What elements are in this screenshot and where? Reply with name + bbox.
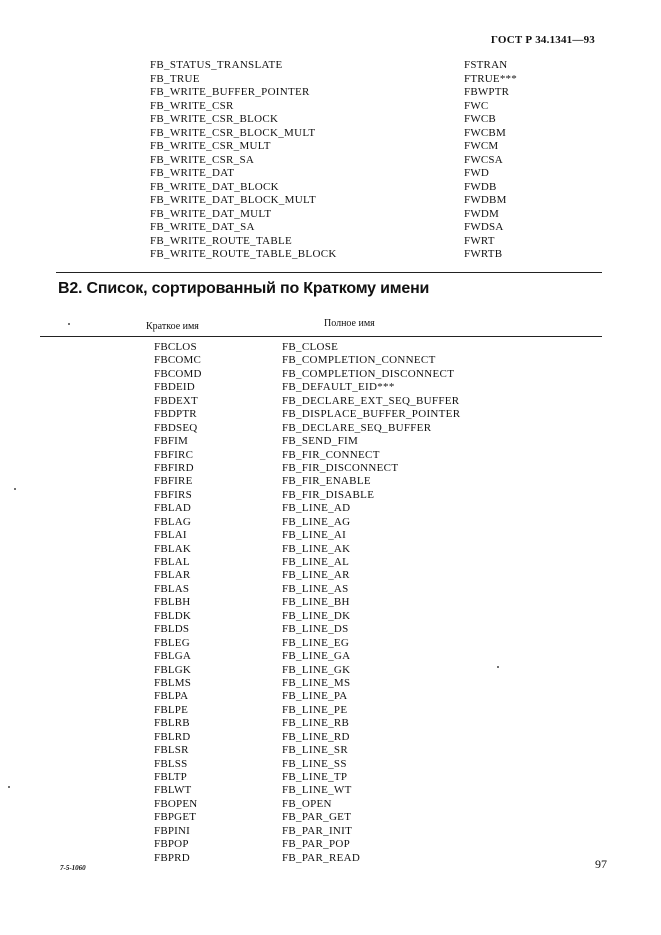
full-name-cell: FB_FIR_ENABLE [282, 475, 371, 488]
short-name: FBWPTR [464, 86, 510, 98]
table-row [154, 449, 554, 462]
full-name-cell: FB_PAR_POP [282, 838, 351, 851]
short-name-cell: FBLAD [154, 502, 192, 515]
full-name-cell: FB_LINE_SR [282, 744, 348, 757]
short-name-cell: FBLAI [154, 529, 187, 542]
short-name-cell: FBFIRS [154, 488, 192, 501]
name-row [150, 208, 530, 222]
full-name-cell: FB_LINE_PA [282, 690, 348, 703]
short-name: FWRT [464, 234, 495, 247]
full-name-cell: FB_LINE_SS [282, 757, 347, 770]
table-row [154, 771, 554, 784]
name-row [150, 154, 530, 168]
short-name-cell: FBCLOS [154, 341, 197, 353]
full-name-cell: FB_LINE_AR [282, 569, 350, 582]
full-name: FB_WRITE_DAT [150, 167, 235, 179]
short-name-cell: FBCOMC [154, 354, 202, 367]
table-row [154, 610, 554, 623]
full-name: FB_STATUS_TRANSLATE [150, 59, 283, 71]
table-row [154, 717, 554, 730]
full-name-cell: FB_COMPLETION_DISCONNECT [282, 367, 455, 380]
table-row [154, 381, 554, 394]
table-row [154, 811, 554, 824]
full-name-cell: FB_LINE_PE [282, 703, 348, 716]
table-row [154, 556, 554, 569]
name-row [150, 86, 530, 100]
short-name-cell: FBLAR [154, 569, 191, 582]
short-name-cell: FBLMS [154, 676, 192, 689]
short-name: FWC [464, 99, 489, 112]
table-row [154, 704, 554, 717]
short-name-cell: FBFIRE [154, 475, 193, 488]
table-row [154, 784, 554, 797]
short-name-cell: FBLRD [154, 730, 191, 743]
full-name-cell: FB_COMPLETION_CONNECT [282, 354, 436, 367]
short-name: FTRUE*** [464, 72, 517, 85]
short-name-cell: FBLAS [154, 582, 190, 595]
full-name-cell: FB_LINE_AD [282, 502, 351, 515]
name-row [150, 167, 530, 181]
full-name-cell: FB_LINE_DK [282, 609, 351, 622]
short-name-cell: FBLAG [154, 515, 192, 528]
full-name-cell: FB_DISPLACE_BUFFER_POINTER [282, 408, 461, 421]
full-name-cell: FB_FIR_CONNECT [282, 448, 380, 461]
full-name: FB_WRITE_CSR_MULT [150, 140, 271, 152]
full-name-cell: FB_PAR_INIT [282, 824, 353, 837]
table-row [154, 569, 554, 582]
short-name-cell: FBLBH [154, 596, 191, 609]
short-name-cell: FBFIM [154, 435, 189, 448]
table-row [154, 583, 554, 596]
table-row [154, 502, 554, 515]
short-name-cell: FBLRB [154, 717, 190, 730]
short-name-cell: FBDPTR [154, 408, 197, 421]
short-name: FWDB [464, 180, 497, 193]
full-name: FB_WRITE_DAT_BLOCK_MULT [150, 194, 316, 206]
full-name-cell: FB_FIR_DISCONNECT [282, 461, 399, 474]
name-row [150, 140, 530, 154]
short-name-cell: FBLAK [154, 542, 192, 555]
short-name: FWCBM [464, 126, 506, 139]
short-name-cell: FBOPEN [154, 797, 198, 810]
table-row [154, 758, 554, 771]
full-name: FB_WRITE_CSR [150, 99, 234, 112]
table-row [154, 838, 554, 851]
full-name-cell: FB_LINE_GA [282, 650, 351, 663]
table-row [154, 422, 554, 435]
table-row [154, 623, 554, 636]
full-name-cell: FB_LINE_GK [282, 663, 351, 676]
full-name-cell: FB_LINE_AI [282, 529, 347, 542]
table-row [154, 408, 554, 421]
full-name-cell: FB_LINE_RD [282, 730, 350, 743]
short-name-cell: FBFIRD [154, 461, 194, 474]
short-name-cell: FBDEID [154, 381, 195, 394]
short-name-cell: FBLPE [154, 703, 189, 716]
short-name-cell: FBLDS [154, 623, 190, 636]
standard-header: ГОСТ Р 34.1341—93 [490, 34, 595, 46]
short-name: FWRTB [464, 248, 503, 260]
full-name-cell: FB_LINE_RB [282, 717, 350, 730]
section-title: В2. Список, сортированный по Краткому имени [58, 280, 430, 297]
scan-speck [497, 666, 499, 668]
short-name: FWCM [464, 140, 499, 152]
table-row [154, 516, 554, 529]
table-row [154, 354, 554, 367]
name-row [150, 127, 530, 141]
full-name-cell: FB_LINE_DS [282, 623, 349, 636]
name-row [150, 113, 530, 127]
short-name-cell: FBDEXT [154, 394, 198, 407]
short-name-cell: FBLTP [154, 771, 188, 783]
full-name-cell: FB_LINE_EG [282, 636, 350, 649]
short-name-table [154, 341, 554, 865]
full-name-cell: FB_LINE_BH [282, 596, 350, 609]
full-name-cell: FB_PAR_READ [282, 851, 361, 864]
full-name-cell: FB_LINE_AK [282, 542, 351, 555]
table-row [154, 475, 554, 488]
table-row [154, 489, 554, 502]
short-name-cell: FBPOP [154, 838, 189, 851]
table-row [154, 637, 554, 650]
full-name: FB_WRITE_CSR_SA [150, 153, 255, 166]
table-row [154, 825, 554, 838]
name-row [150, 194, 530, 208]
full-name-cell: FB_LINE_TP [282, 771, 348, 783]
short-name: FWDM [464, 207, 500, 220]
full-name-cell: FB_OPEN [282, 797, 332, 810]
table-row [154, 798, 554, 811]
table-row [154, 731, 554, 744]
name-row [150, 73, 530, 87]
table-row [154, 435, 554, 448]
name-row [150, 248, 530, 262]
page-number: 97 [595, 857, 607, 871]
full-name-cell: FB_DEFAULT_EID*** [282, 381, 395, 394]
full-name: FB_WRITE_CSR_BLOCK [150, 113, 279, 125]
short-name-cell: FBPGET [154, 811, 197, 824]
table-row [154, 744, 554, 757]
short-name-cell: FBLGK [154, 663, 192, 676]
full-name: FB_WRITE_ROUTE_TABLE_BLOCK [150, 248, 337, 260]
name-row [150, 221, 530, 235]
full-name: FB_TRUE [150, 72, 200, 85]
short-name-cell: FBLWT [154, 784, 192, 797]
name-row [150, 100, 530, 114]
short-name-cell: FBPINI [154, 824, 191, 837]
full-name-cell: FB_LINE_MS [282, 676, 351, 689]
full-name-cell: FB_LINE_AG [282, 515, 351, 528]
full-name-cell: FB_DECLARE_SEQ_BUFFER [282, 421, 432, 434]
full-name-cell: FB_LINE_WT [282, 784, 352, 797]
table-row [154, 368, 554, 381]
full-name-cell: FB_PAR_GET [282, 811, 352, 824]
full-name-cell: FB_SEND_FIM [282, 435, 359, 448]
table-row [154, 529, 554, 542]
full-name-cell: FB_DECLARE_EXT_SEQ_BUFFER [282, 394, 460, 407]
scan-speck [68, 323, 70, 325]
short-name-cell: FBLDK [154, 609, 192, 622]
table-row [154, 596, 554, 609]
header-divider [40, 336, 602, 337]
scan-speck [14, 488, 16, 490]
full-name-cell: FB_LINE_AL [282, 556, 350, 568]
section-divider [56, 272, 602, 273]
table-row [154, 690, 554, 703]
table-row [154, 395, 554, 408]
name-row [150, 181, 530, 195]
continued-name-list [150, 59, 530, 262]
column-header-full-name: Полное имя [324, 318, 375, 329]
short-name: FWDSA [464, 221, 504, 233]
full-name: FB_WRITE_BUFFER_POINTER [150, 86, 310, 98]
short-name-cell: FBFIRC [154, 448, 194, 461]
short-name-cell: FBLEG [154, 636, 190, 649]
full-name: FB_WRITE_ROUTE_TABLE [150, 234, 292, 247]
short-name-cell: FBLGA [154, 650, 192, 663]
name-row [150, 235, 530, 249]
short-name: FWCSA [464, 153, 503, 166]
short-name: FWDBM [464, 194, 507, 206]
full-name-cell: FB_CLOSE [282, 341, 339, 353]
short-name: FWD [464, 167, 490, 179]
short-name-cell: FBDSEQ [154, 421, 198, 434]
short-name-cell: FBLSR [154, 744, 189, 757]
short-name-cell: FBLPA [154, 690, 189, 703]
table-row [154, 462, 554, 475]
full-name: FB_WRITE_DAT_SA [150, 221, 255, 233]
table-row [154, 341, 554, 354]
full-name: FB_WRITE_CSR_BLOCK_MULT [150, 126, 316, 139]
print-code: 7-5-1060 [60, 864, 86, 872]
table-row [154, 543, 554, 556]
full-name: FB_WRITE_DAT_MULT [150, 207, 272, 220]
short-name: FWCB [464, 113, 496, 125]
short-name-cell: FBCOMD [154, 367, 202, 380]
short-name-cell: FBLSS [154, 757, 188, 770]
table-row [154, 664, 554, 677]
table-row [154, 650, 554, 663]
column-header-short-name: Краткое имя [146, 321, 199, 332]
full-name-cell: FB_FIR_DISABLE [282, 488, 375, 501]
table-row [154, 677, 554, 690]
table-row [154, 852, 554, 865]
short-name-cell: FBLAL [154, 556, 190, 568]
short-name-cell: FBPRD [154, 851, 190, 864]
full-name: FB_WRITE_DAT_BLOCK [150, 180, 279, 193]
short-name: FSTRAN [464, 59, 508, 71]
scan-speck [8, 786, 10, 788]
name-row [150, 59, 530, 73]
full-name-cell: FB_LINE_AS [282, 582, 349, 595]
